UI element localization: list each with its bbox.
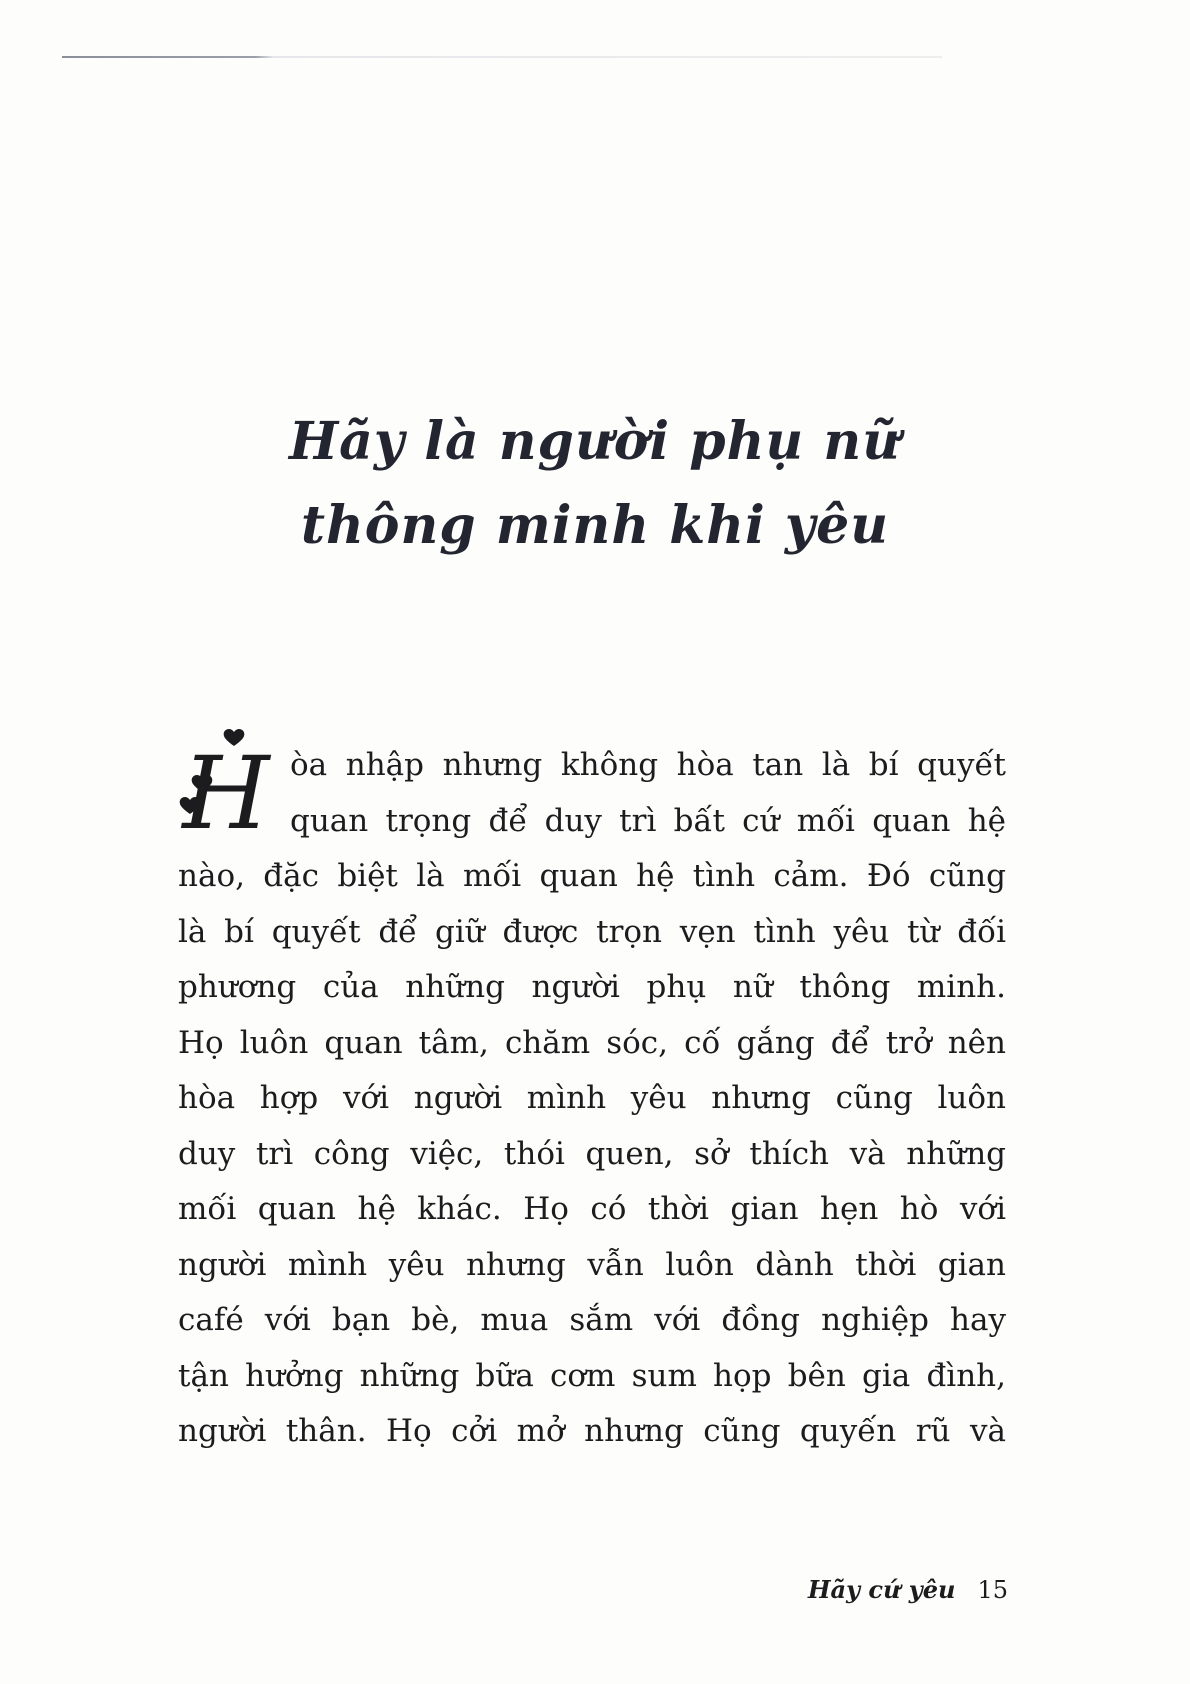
text-line: òa nhập nhưng không hòa tan là bí quyết [290,747,1006,783]
page-number: 15 [977,1576,1008,1604]
text-line: là bí quyết để giữ được trọn vẹn tình yêu từ đối [178,913,1006,950]
chapter-title-line-2: thông minh khi yêu [300,495,890,556]
text-line: phương của những người phụ nữ thông minh. [178,969,1006,1005]
text-line: café với bạn bè, mua sắm với đồng nghiệp hay [178,1302,1006,1338]
chapter-title-line-1: Hãy là người phụ nữ [289,411,901,472]
text-line: duy trì công việc, thói quen, sở thích và những [178,1135,1006,1172]
body-text [178,738,1006,1460]
text-line: mối quan hệ khác. Họ có thời gian hẹn hò với [178,1191,1006,1227]
running-title: Hãy cứ yêu [807,1575,956,1604]
text-line: người mình yêu nhưng vẫn luôn dành thời gian [178,1246,1006,1283]
chapter-title [0,400,1190,568]
drop-cap: H [182,738,270,849]
scan-edge-line [62,56,942,58]
text-line: hòa hợp với người mình yêu nhưng cũng luôn [178,1080,1006,1116]
text-line: quan trọng để duy trì bất cứ mối quan hệ [290,802,1006,839]
text-line: người thân. Họ cởi mở nhưng cũng quyến rũ và [178,1413,1006,1449]
text-line: nào, đặc biệt là mối quan hệ tình cảm. Đó cũng [178,858,1006,894]
text-line: Họ luôn quan tâm, chăm sóc, cố gắng để trở nên [178,1024,1006,1061]
text-line: tận hưởng những bữa cơm sum họp bên gia đình, [178,1357,1006,1394]
page-footer [808,1575,1008,1604]
